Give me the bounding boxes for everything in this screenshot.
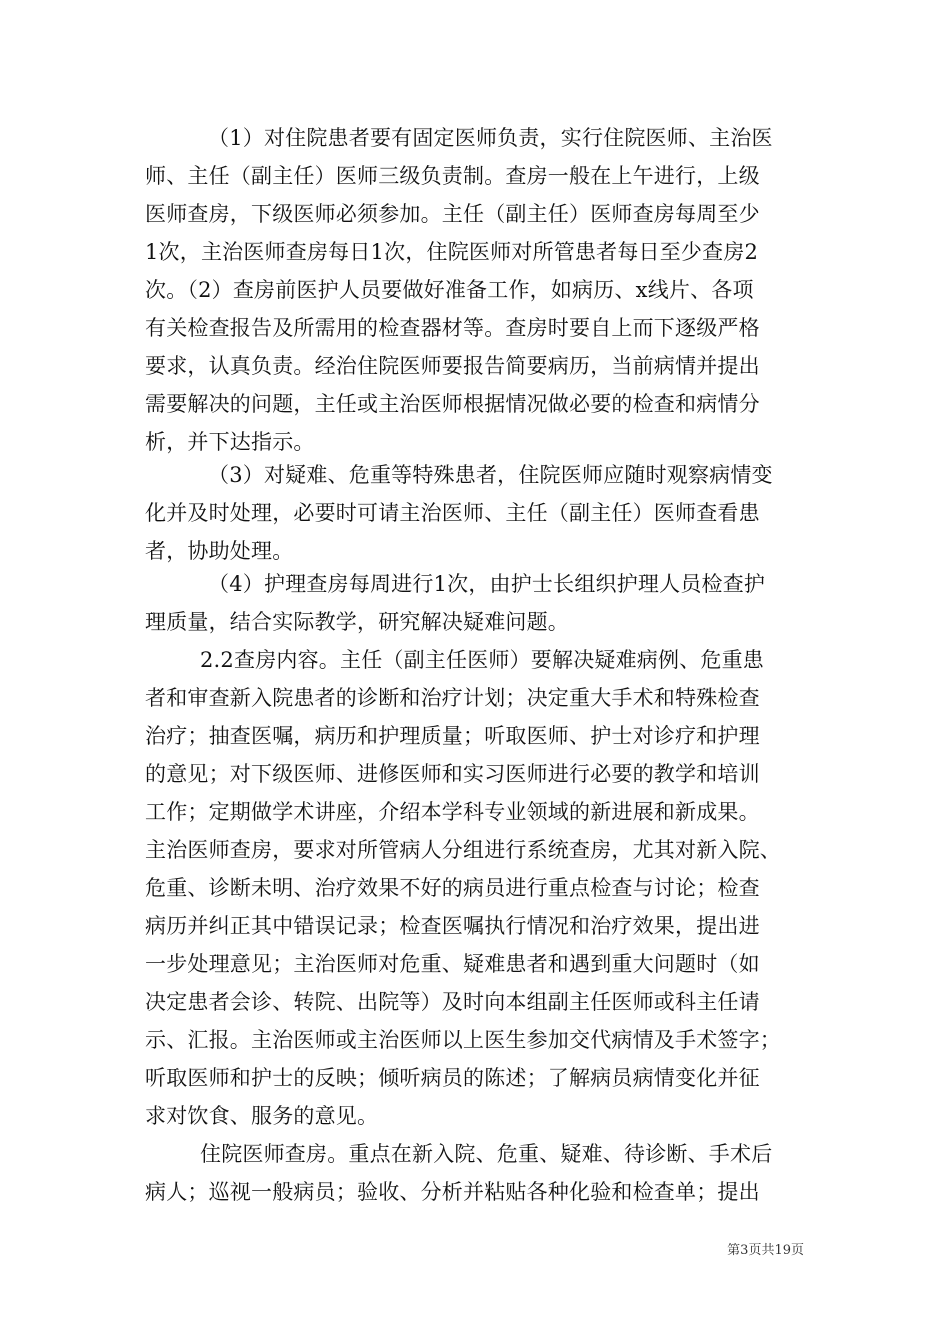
paragraph-line: 理质量，结合实际教学，研究解决疑难问题。	[145, 610, 569, 634]
paragraph-line: 次。（2）查房前医护人员要做好准备工作，如病历、x线片、各项	[145, 278, 754, 302]
paragraph-line: 听取医师和护士的反映；倾听病员的陈述；了解病员病情变化并征	[145, 1066, 760, 1090]
paragraph-line: 要求，认真负责。经治住院医师要报告简要病历，当前病情并提出	[145, 354, 760, 378]
paragraph-line: 病历并纠正其中错误记录；检查医嘱执行情况和治疗效果，提出进	[145, 914, 760, 938]
paragraph-line: 的意见；对下级医师、进修医师和实习医师进行必要的教学和培训	[145, 762, 760, 786]
paragraph-line: 求对饮食、服务的意见。	[145, 1104, 379, 1128]
paragraph-line: 危重、诊断未明、治疗效果不好的病员进行重点检查与讨论；检查	[145, 876, 760, 900]
paragraph-line: （3）对疑难、危重等特殊患者，住院医师应随时观察病情变	[208, 463, 773, 487]
paragraph-line: 师、主任（副主任）医师三级负责制。查房一般在上午进行，上级	[145, 164, 760, 188]
paragraph-line: （1）对住院患者要有固定医师负责，实行住院医师、主治医	[208, 126, 773, 150]
paragraph-line: 1次，主治医师查房每日1次，住院医师对所管患者每日至少查房2	[145, 240, 759, 264]
paragraph-line: 治疗；抽查医嘱，病历和护理质量；听取医师、护士对诊疗和护理	[145, 724, 760, 748]
paragraph-line: 有关检查报告及所需用的检查器材等。查房时要自上而下逐级严格	[145, 316, 760, 340]
paragraph-line: 住院医师查房。重点在新入院、危重、疑难、待诊断、手术后	[200, 1142, 773, 1166]
paragraph-line: 者和审查新入院患者的诊断和治疗计划；决定重大手术和特殊检查	[145, 686, 760, 710]
paragraph-line: 病人；巡视一般病员；验收、分析并粘贴各种化验和检查单；提出	[145, 1180, 760, 1204]
paragraph-line: 化并及时处理，必要时可请主治医师、主任（副主任）医师查看患	[145, 501, 760, 525]
paragraph-line: 决定患者会诊、转院、出院等）及时向本组副主任医师或科主任请	[145, 990, 760, 1014]
paragraph-line: 析，并下达指示。	[145, 430, 315, 454]
section-heading-line: 2.2查房内容。主任（副主任医师）要解决疑难病例、危重患	[200, 648, 764, 672]
paragraph-line: 者，协助处理。	[145, 539, 294, 563]
paragraph-line: 主治医师查房，要求对所管病人分组进行系统查房，尤其对新入院、	[145, 838, 781, 862]
paragraph-line: （4）护理查房每周进行1次，由护士长组织护理人员检查护	[208, 572, 766, 596]
paragraph-line: 医师查房，下级医师必须参加。主任（副主任）医师查房每周至少	[145, 202, 760, 226]
paragraph-line: 一步处理意见；主治医师对危重、疑难患者和遇到重大问题时（如	[145, 952, 760, 976]
paragraph-line: 需要解决的问题，主任或主治医师根据情况做必要的检查和病情分	[145, 392, 760, 416]
page-number: 第3页共19页	[727, 1243, 804, 1258]
paragraph-line: 示、汇报。主治医师或主治医师以上医生参加交代病情及手术签字；	[145, 1028, 781, 1052]
paragraph-line: 工作；定期做学术讲座，介绍本学科专业领域的新进展和新成果。	[145, 800, 760, 824]
